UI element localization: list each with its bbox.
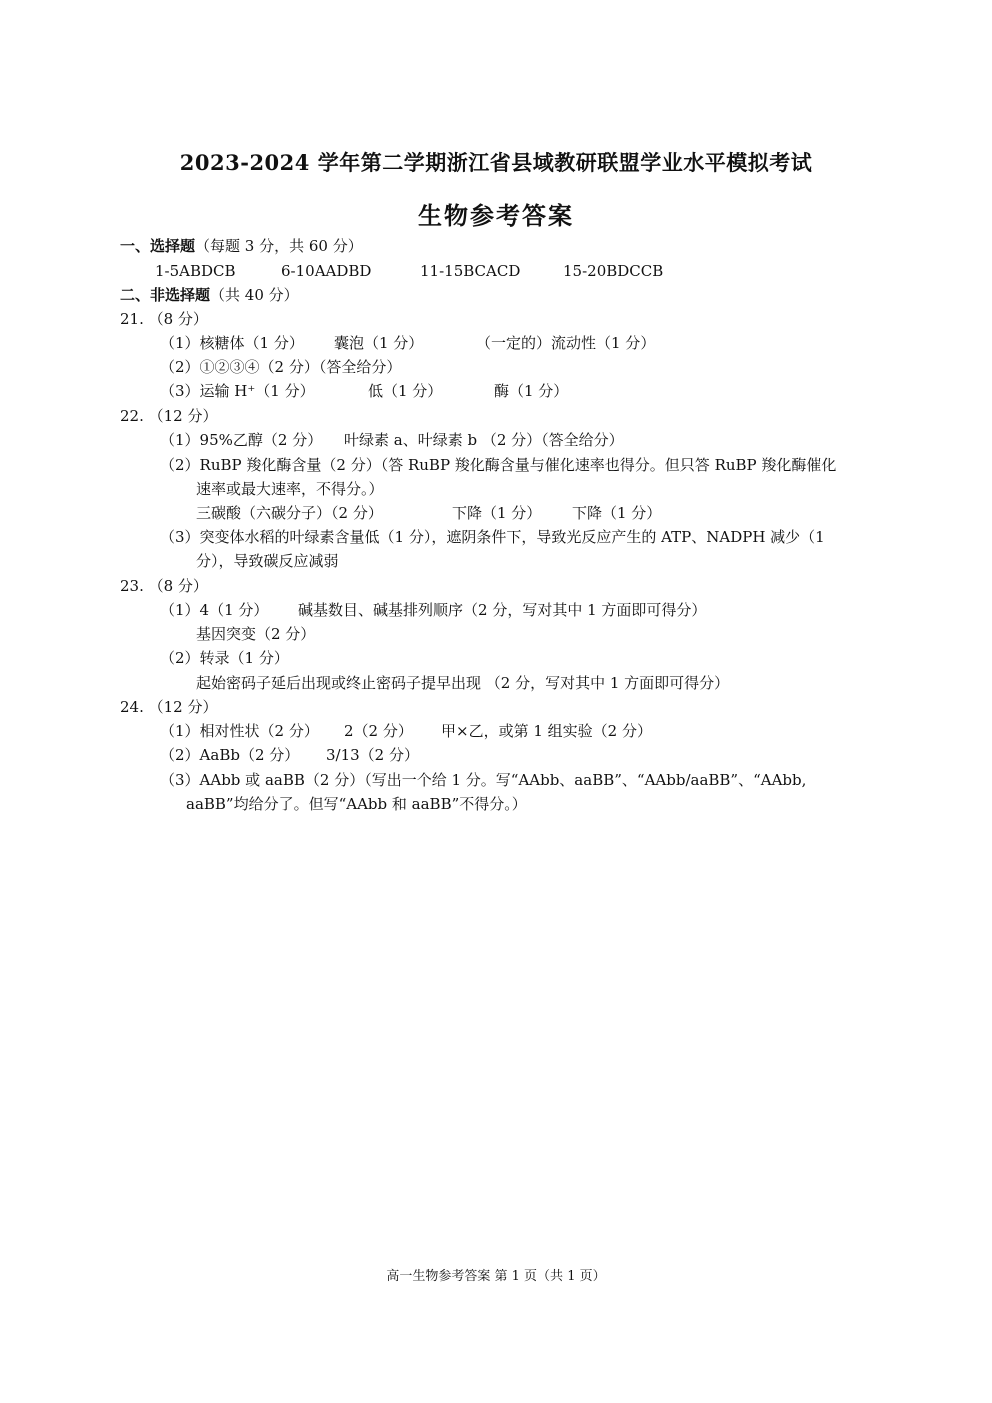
q23-part2-cont: 起始密码子延后出现或终止密码子提早出现 （2 分，写对其中 1 方面即可得分） — [196, 674, 730, 692]
q23-part2: （2）转录（1 分） — [160, 649, 289, 667]
section-choice-note: （每题 3 分，共 60 分） — [195, 237, 363, 255]
answer-group-3: 11-15BCACD — [420, 262, 521, 280]
q22-part2: （2）RuBP 羧化酶含量（2 分）（答 RuBP 羧化酶含量与催化速率也得分。但只答 RuBP 羧化酶催化 — [160, 456, 837, 474]
q22-part3: （3）突变体水稻的叶绿素含量低（1 分），遮阴条件下，导致光反应产生的 ATP、NADPH 减少（1 — [160, 528, 825, 546]
q22-p2-answer-b: 下降（1 分） — [452, 504, 542, 522]
q21-p1-answer-a: （1）核糖体（1 分） — [160, 334, 304, 352]
q23-p1-answer-a: （1）4（1 分） — [160, 601, 269, 619]
q22-p2-answer-a: 三碳酸（六碳分子）（2 分） — [196, 504, 383, 522]
q23-part1 — [160, 600, 706, 620]
q24-part2 — [160, 745, 419, 765]
q21-part1 — [160, 333, 655, 353]
q24-part3: （3）AAbb 或 aaBB（2 分）（写出一个给 1 分。写“AAbb、aaBB”、“AAbb/aaBB”、“AAbb, — [160, 771, 807, 789]
section-choice-label: 一、选择题 — [120, 237, 196, 255]
section-nonchoice-label: 二、非选择题 — [120, 286, 211, 304]
choice-answers-row — [155, 261, 663, 281]
q21-part3 — [160, 381, 568, 401]
q21-p1-answer-c: （一定的）流动性（1 分） — [476, 334, 656, 352]
q21-part2: （2）①②③④（2 分）（答全给分） — [160, 358, 402, 376]
q22-part2-answers — [196, 503, 661, 523]
q24-heading: 24. （12 分） — [120, 698, 218, 716]
answer-group-4: 15-20BDCCB — [563, 262, 664, 280]
page-title: 生物参考答案 — [418, 201, 574, 230]
q23-heading: 23. （8 分） — [120, 577, 208, 595]
q21-p3-answer-c: 酶（1 分） — [494, 382, 569, 400]
q22-part2-cont: 速率或最大速率，不得分。） — [196, 480, 384, 498]
q24-part1 — [160, 721, 652, 741]
q22-part3-cont: 分），导致碳反应减弱 — [196, 552, 339, 570]
q22-p1-answer-a: （1）95%乙醇（2 分） — [160, 431, 323, 449]
q21-heading: 21. （8 分） — [120, 310, 208, 328]
q23-part1-cont: 基因突变（2 分） — [196, 625, 316, 643]
q22-p2-answer-c: 下降（1 分） — [572, 504, 662, 522]
q21-p1-answer-b: 囊泡（1 分） — [334, 334, 424, 352]
q23-p1-answer-b: 碱基数目、碱基排列顺序（2 分，写对其中 1 方面即可得分） — [298, 601, 707, 619]
answer-group-1: 1-5ABDCB — [155, 262, 236, 280]
answer-group-2: 6-10AADBD — [281, 262, 372, 280]
exam-title: 2023-2024 学年第二学期浙江省县域教研联盟学业水平模拟考试 — [179, 150, 813, 175]
q24-p2-answer-b: 3/13（2 分） — [326, 746, 419, 764]
q21-p3-answer-a: （3）运输 H⁺（1 分） — [160, 382, 315, 400]
section-nonchoice-note: （共 40 分） — [210, 286, 299, 304]
q22-p1-answer-b: 叶绿素 a、叶绿素 b （2 分）（答全给分） — [344, 431, 624, 449]
section-choice-heading — [120, 236, 363, 256]
section-nonchoice-heading — [120, 285, 299, 305]
q24-p1-answer-c: 甲×乙，或第 1 组实验（2 分） — [441, 722, 652, 740]
q22-heading: 22. （12 分） — [120, 407, 218, 425]
q24-p1-answer-b: 2（2 分） — [344, 722, 413, 740]
q24-p1-answer-a: （1）相对性状（2 分） — [160, 722, 319, 740]
q24-p2-answer-a: （2）AaBb（2 分） — [160, 746, 300, 764]
q22-part1 — [160, 430, 624, 450]
q21-p3-answer-b: 低（1 分） — [368, 382, 443, 400]
q24-part3-cont: aaBB”均给分了。但写“AAbb 和 aaBB”不得分。） — [186, 795, 527, 813]
page-footer: 高一生物参考答案 第 1 页（共 1 页） — [386, 1269, 606, 1284]
